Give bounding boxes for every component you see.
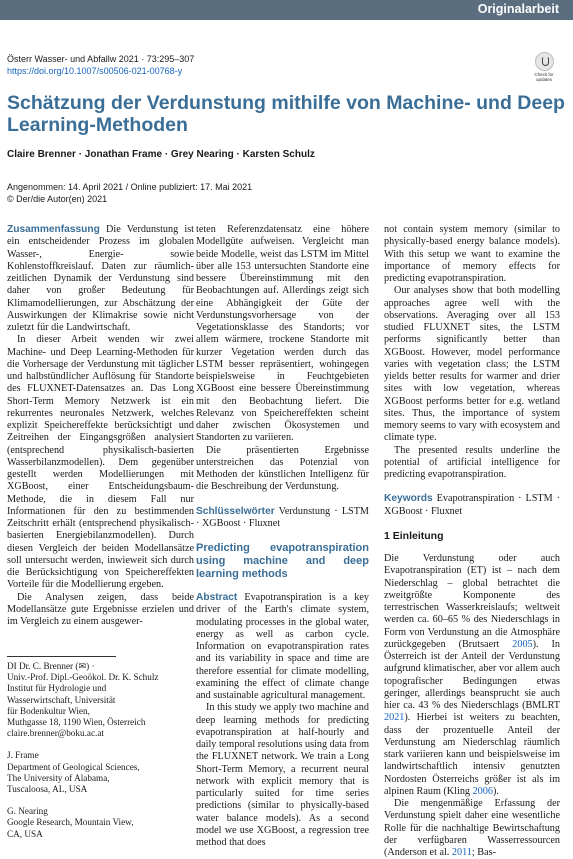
footnote-divider [7, 656, 116, 657]
citation-text: Österr Wasser- und Abfallw 2021 · 73:295–307 [7, 54, 195, 64]
abstract-label: Abstract [196, 592, 238, 603]
article-type-banner [0, 0, 573, 20]
column-2 [196, 224, 369, 849]
affiliation-line: Department of Geological Sciences, [7, 761, 140, 772]
body-paragraph: Die Analysen zeigen, dass beide Modellansätze gute Ergebnisse erzielen und im Vergleich zu einem ausgewer- [7, 591, 194, 627]
body-paragraph: Die präsentierten Ergebnisse unterstreichen das Potenzial von Methoden der künstlichen Intelligenz für die Beschreibung der Verdunstung. [196, 444, 369, 493]
article-type-label: Originalarbeit [477, 2, 559, 16]
body-paragraph: teten Referenzdatensatz eine höhere Modellgüte aufweisen. Vergleicht man beide Modelle, weist das LSTM im Mittel über alle 153 untersuchten Standorte eine bessere Übereinstimmung mit den Beobachtungen auf. Allerdings zeigt sich eine Abhängigkeit der Güte der Verdunstungsvorhersage von der Vegetationsklasse des Standorts; vor allem wärmere, trockene Standorte mit kurzer Vegetation werden durch das LSTM besser repräsentiert, wohingegen beispielsweise in Feuchtgebieten XGBoost eine bessere Übereinstimmung mit den Beobachtung liefert. Die Relevanz von Speichereffekten scheint daher zwischen Ökosystemen und Standorten zu variieren. [196, 224, 369, 444]
body-text: Die Verdunstung oder auch Evapotranspiration (ET) ist – nach dem Niederschlag – global betrachtet die zweitgrößte Komponente des terrestrischen Wasserkreislaufs; weltweit werden ca. 60–65 % des Niederschlags in Form von Verdunstung an die Atmosphäre zurückgegeben (Brutsaert [384, 553, 560, 650]
body-text: ; Bas- [471, 847, 496, 858]
corresponding-author: DI Dr. C. Brenner ( [7, 661, 79, 671]
body-text: ). In Österreich ist der Anteil der Verdunstung aufgrund klimatischer, aber vor allem auch topografischer Bedingungen etwas geringer, allerdings beansprucht sie auch hier ca. 43 % des Niederschlags (BMLRT [384, 638, 560, 711]
affiliation-line: The University of Alabama, [7, 772, 110, 783]
affiliation-1 [7, 661, 192, 739]
section-heading-einleitung: 1 Einleitung [384, 529, 444, 542]
check-for-updates-icon [535, 52, 554, 71]
copyright-line: © Der/die Autor(en) 2021 [7, 194, 108, 204]
schluesselwoerter-paragraph [196, 506, 369, 531]
affiliation-line: Google Research, Mountain View, [7, 817, 134, 828]
column-3 [384, 224, 560, 859]
affiliation-line: Tuscaloosa, AL, USA [7, 784, 88, 795]
author-list: Claire Brenner · Jonathan Frame · Grey Nearing · Karsten Schulz [7, 149, 315, 160]
affiliation-line: J. Frame [7, 750, 39, 761]
corresponding-author-end: ) · [86, 661, 95, 671]
doi-link[interactable]: https://doi.org/10.1007/s00506-021-00768-y [7, 66, 183, 76]
citation-link[interactable]: 2005 [512, 638, 533, 650]
body-paragraph: In dieser Arbeit wenden wir zwei Machine- und Deep Learning-Methoden für die Vorhersage der Verdunstung mit täglicher und halbstündlicher Auflösung für Standorte des FLUXNET-Datensatzes an. Das Long Short-Term Memory Netzwerk ist ein rekurrentes neuronales Netzwerk, welches explizit Speichereffekte berücksichtigt und Zeitreihen der Eingangsgrößen analysiert (entsprechend physikalisch-basierten Wasserbilanzmodellen). Dem gegenüber gestellt werden Modellierungen mit XGBoost, einer Entscheidungsbaum-Methode, die in diesem Fall nur Informationen für den zu bestimmenden Zeitschritt erhält (entsprechend physikalisch-basierten Energiebilanzmodellen). Durch diesen Vergleich der beiden Modellansätze soll untersucht werden, inwieweit sich durch die Berücksichtigung von Speichereffekten Vorteile für die Modellierung ergeben. [7, 334, 194, 591]
article-title: Schätzung der Verdunstung mithilfe von Machine- und Deep Learning-Methoden [7, 92, 565, 136]
body-paragraph: not contain system memory (similar to physically-based energy balance models). With this setup we want to examine the importance of memory effects for predicting evapotranspiration. [384, 224, 560, 284]
abstract-paragraph [196, 592, 369, 702]
zusammenfassung-label: Zusammenfassung [7, 224, 100, 235]
affiliation-line: für Bodenkultur Wien, [7, 705, 90, 716]
citation-link[interactable]: 2011 [451, 847, 472, 858]
body-paragraph: Our analyses show that both modelling approaches agree well with the observations. Averaging over all 153 studied FLUXNET sites, the LSTM performs significantly better than XGBoost. However, model performance varies with vegetation class; the LSTM yields better results for warmer and drier sites with low vegetation, whereas XGBoost performs better for e.g. wetland sites. Thus, the importance of system memory seems to vary with ecosystem and climate type. [384, 285, 560, 444]
received-published-dates: Angenommen: 14. April 2021 / Online publiziert: 17. Mai 2021 [7, 182, 253, 192]
body-paragraph [384, 798, 560, 859]
affiliation-3 [7, 806, 192, 840]
body-text: ). Hierbei ist weiters zu beachten, dass der prozentuelle Anteil der Verdunstung am Niederschlag räumlich stark variieren kann und beispielsweise im landwirtschaftlich intensiv genutzten Nordosten Österreichs größer ist als im alpinen Raum (Kling [384, 712, 560, 797]
schluesselwoerter-label: Schlüsselwörter [196, 505, 275, 517]
affiliation-line: G. Nearing [7, 806, 48, 817]
body-paragraph: In this study we apply two machine and deep learning methods for predicting evapotranspiration at half-hourly and daily temporal resolutions using data from the FLUXNET network. We train a Long Short-Term Memory, a recurrent neural network with explicit memory that is particularly suited for time series predictions (similar to physically-based water balance models). As a second model we use XGBoost, a regression tree method that does [196, 702, 369, 848]
body-paragraph: The presented results underline the potential of artificial intelligence for predicting evapotranspiration. [384, 444, 560, 480]
english-title-heading: Predicting evapotranspiration using machine and deep learning methods [196, 542, 369, 580]
column-1 [7, 224, 194, 628]
journal-citation [7, 53, 194, 77]
citation-link[interactable]: 2021 [384, 712, 405, 724]
affiliation-line: Wasserwirtschaft, Universität [7, 694, 116, 705]
check-for-updates-badge[interactable] [530, 52, 558, 84]
body-text: Die mengenmäßige Erfassung der Verdunstung spielt daher eine wesentliche Rolle für die nachhaltige Bewirtschaftung der verfügbaren Wasserressourcen (Anderson et al. [384, 798, 560, 858]
body-paragraph [384, 553, 560, 798]
body-text: ). [492, 785, 499, 797]
keywords-label: Keywords [384, 493, 433, 505]
author-affiliations [7, 661, 192, 851]
abstract-text: Evapotranspiration is a key driver of the Earth's climate system, modulating processes in the global water, energy as well as carbon cycle. Information on evapotranspiration rates and its variability in space and time are therefore essential for climate modelling, examining the effect of climate change and sustainable agricultural management. [196, 592, 369, 701]
affiliation-line: Univ.-Prof. Dipl.-Geoökol. Dr. K. Schulz [7, 672, 159, 683]
keywords-paragraph [384, 493, 560, 518]
affiliation-line: Muthgasse 18, 1190 Wien, Österreich [7, 717, 146, 728]
affiliation-line: Institut für Hydrologie und [7, 683, 107, 694]
keywords-text: Evapotranspiration · LSTM · XGBoost · Fluxnet [384, 493, 560, 517]
affiliation-line: CA, USA [7, 828, 43, 839]
author-email[interactable]: claire.brenner@boku.ac.at [7, 728, 104, 739]
envelope-icon[interactable]: ✉ [78, 661, 87, 671]
citation-link[interactable]: 2006 [472, 785, 493, 797]
zusammenfassung-paragraph [7, 224, 194, 334]
zusammenfassung-text: Die Verdunstung ist ein entscheidender Prozess im globalen Wasser-, Energie- sowie Kohlenstoffkreislauf. Daten zur räumlich-zeitlichen Dynamik der Verdunstung sind daher von großer Bedeutung für Klimamodellierungen, zur Abschätzung der Auswirkungen der Klimakrise sowie nicht zuletzt für die Landwirtschaft. [7, 224, 194, 333]
schluesselwoerter-text: Verdunstung · LSTM · XGBoost · Fluxnet [196, 505, 369, 529]
check-for-updates-text: Check for updates [534, 72, 554, 82]
affiliation-2 [7, 750, 192, 795]
publication-dates [7, 181, 252, 205]
